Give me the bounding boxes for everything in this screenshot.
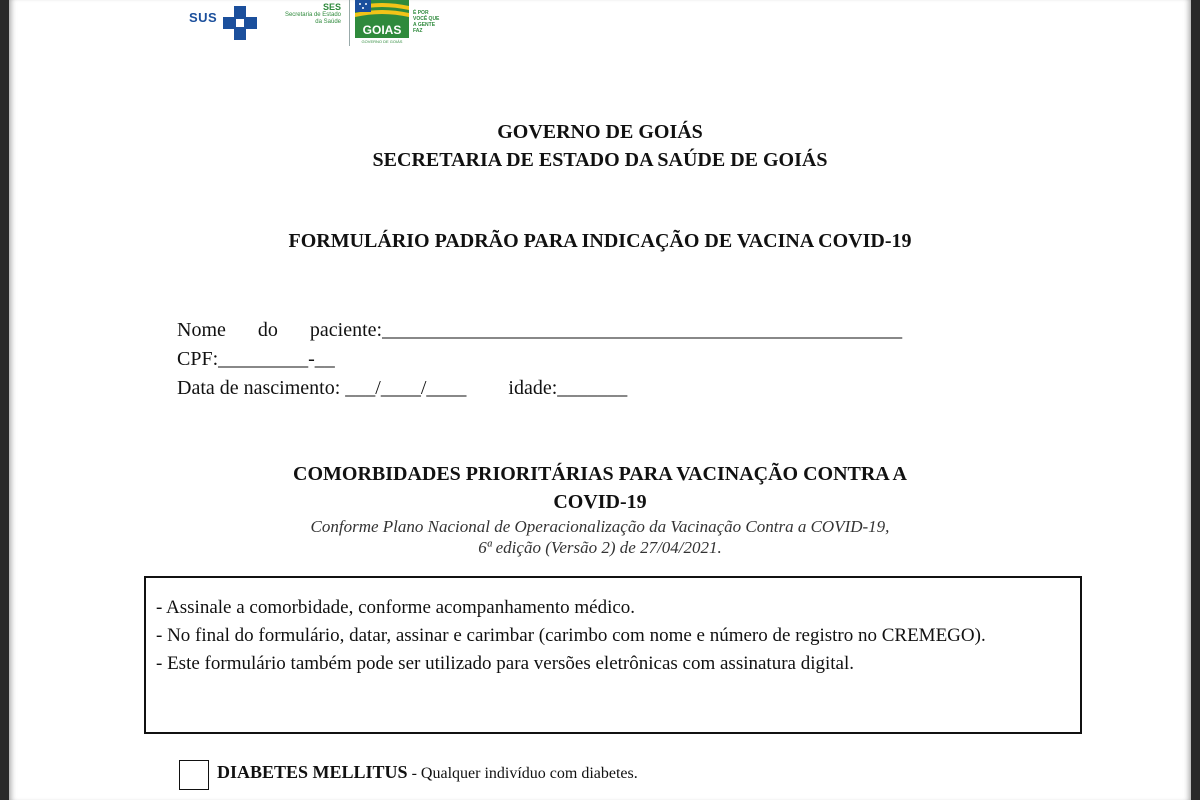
age-field[interactable]: idade:_______ — [508, 377, 628, 399]
document-page — [9, 0, 1191, 800]
comorbidities-title — [9, 460, 1191, 516]
ses-logo — [261, 2, 341, 26]
comorbidities-title-line1: COMORBIDADES PRIORITÁRIAS PARA VACINAÇÃO CONTRA A — [293, 463, 907, 485]
goias-label: GOIAS — [355, 22, 409, 38]
sus-label: SUS — [189, 10, 218, 25]
plan-reference-line1: Conforme Plano Nacional de Operacionalização da Vacinação Contra a COVID-19, — [310, 517, 890, 536]
ses-subtitle-2: da Saúde — [315, 19, 341, 25]
name-label-word: do — [257, 319, 278, 341]
instructions-box — [144, 576, 1082, 734]
patient-fields — [177, 316, 1037, 403]
diabetes-checkbox[interactable] — [179, 760, 209, 790]
instruction-item: - Assinale a comorbidade, conforme acompanhamento médico. — [156, 597, 636, 618]
goias-small-text: GOVERNO DE GOIÁS — [361, 39, 403, 44]
comorbidities-title-line2: COVID-19 — [553, 491, 647, 513]
dob-age-row — [177, 374, 1037, 403]
secretariat-line: SECRETARIA DE ESTADO DA SAÚDE DE GOIÁS — [372, 149, 828, 171]
government-line: GOVERNO DE GOIÁS — [497, 121, 703, 143]
comorbidity-title: DIABETES MELLITUS — [217, 762, 408, 782]
slogan-text: É POR VOCÊ QUE A GENTE FAZ — [413, 10, 440, 34]
form-title: FORMULÁRIO PADRÃO PARA INDICAÇÃO DE VACINA COVID-19 — [288, 230, 912, 252]
comorbidity-description: - Qualquer indivíduo com diabetes. — [407, 765, 638, 782]
cpf-field[interactable]: CPF:_________-__ — [177, 348, 335, 370]
logo-divider — [349, 0, 350, 46]
instruction-item: - Este formulário também pode ser utilizado para versões eletrônicas com assinatura digital. — [156, 653, 855, 674]
name-label-blank: paciente:____________________________________________________ — [309, 319, 903, 341]
goias-logo — [355, 0, 411, 46]
instruction-item: - No final do formulário, datar, assinar e carimbar (carimbo com nome e número de registro no CREMEGO). — [156, 625, 986, 646]
plan-reference — [9, 516, 1191, 558]
comorbidity-item-diabetes — [179, 760, 638, 790]
name-label-word: Nome — [177, 319, 226, 341]
ses-label: SES — [322, 2, 341, 12]
goias-flag-icon — [355, 0, 409, 22]
patient-name-field[interactable] — [177, 316, 1037, 345]
plan-reference-line2: 6ª edição (Versão 2) de 27/04/2021. — [478, 538, 722, 557]
ses-subtitle-1: Secretaria de Estado — [284, 12, 341, 18]
sus-cross-icon — [223, 6, 257, 40]
birth-date-field[interactable]: Data de nascimento: ___/____/____ — [177, 377, 467, 399]
government-header — [9, 118, 1191, 174]
